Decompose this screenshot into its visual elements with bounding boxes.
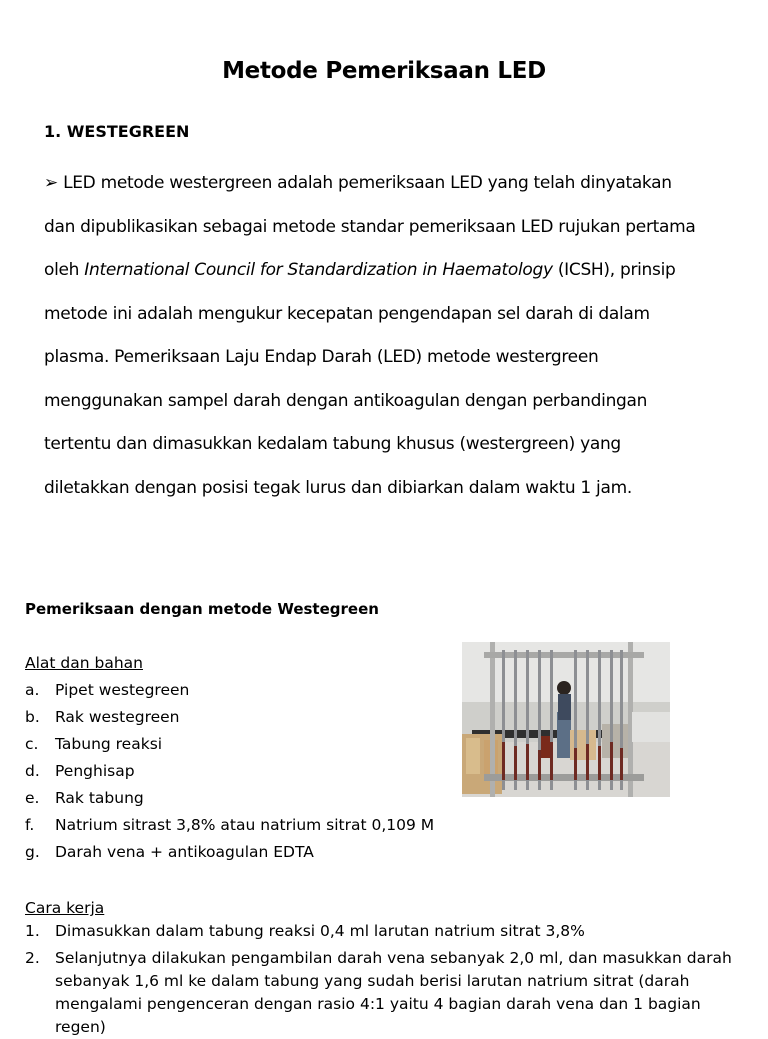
procedure-title: Cara kerja [25,899,105,917]
intro-text-1: LED metode westergreen adalah pemeriksaan LED yang telah dinyatakan [63,173,672,193]
intro-line-4: metode ini adalah mengukur kecepatan pengendapan sel darah di dalam [44,303,650,324]
list-item-text: Tabung reaksi [55,735,163,753]
list-item [25,704,434,731]
westergreen-rack-image [462,642,670,797]
list-item-text: Natrium sitrast 3,8% atau natrium sitrat 0,109 M [55,816,435,834]
page-title: Metode Pemeriksaan LED [222,58,546,84]
intro-line-3 [44,249,734,293]
intro-text-3a: oleh [44,260,85,280]
intro-line-6: menggunakan sampel darah dengan antikoagulan dengan perbandingan [44,390,648,411]
step-text: Dimasukkan dalam tabung reaksi 0,4 ml larutan natrium sitrat 3,8% [55,922,585,940]
intro-text-3b: (ICSH), prinsip [552,260,676,280]
materials-list [25,650,434,866]
step-marker: 1. [25,922,40,940]
list-item [25,947,755,1039]
list-item [25,758,434,785]
list-item-text: Rak tabung [55,789,144,807]
list-item [25,785,434,812]
westergreen-rack-photo [462,642,670,797]
materials-title: Alat dan bahan [25,654,143,672]
list-item-text: Penghisap [55,762,135,780]
list-item [25,677,434,704]
intro-line-5: plasma. Pemeriksaan Laju Endap Darah (LED) metode westergreen [44,347,599,367]
list-marker: f. [25,816,35,834]
list-marker: b. [25,708,40,726]
list-marker: d. [25,762,40,780]
intro-paragraph [44,162,734,510]
list-item [25,920,755,943]
method-subheading: Pemeriksaan dengan metode Westegreen [25,600,379,618]
list-item-text: Darah vena + antikoagulan EDTA [55,843,314,861]
icsh-name: International Council for Standardization in Haematology [84,260,553,280]
intro-line-7: tertentu dan dimasukkan kedalam tabung khusus (westergreen) yang [44,434,621,454]
list-item [25,812,434,839]
list-marker: e. [25,789,40,807]
arrow-bullet-icon: ➢ [44,173,58,193]
list-marker: c. [25,735,39,753]
step-marker: 2. [25,949,40,967]
step-text: Selanjutnya dilakukan pengambilan darah vena sebanyak 2,0 ml, dan masukkan darah sebanyak 1,6 ml ke dalam tabung yang sudah berisi larutan natrium sitrat (darah mengalami pengenceran dengan rasio 4:1 yaitu 4 bagian darah vena dan 1 bagian regen) [55,949,732,1036]
list-item [25,839,434,866]
list-marker: g. [25,843,40,861]
list-marker: a. [25,681,40,699]
list-item-text: Rak westegreen [55,708,180,726]
list-item [25,731,434,758]
section-heading: 1. WESTEGREEN [44,122,190,141]
procedure-list [25,896,755,1039]
list-item-text: Pipet westegreen [55,681,190,699]
intro-line-1 [44,162,734,206]
intro-line-8: diletakkan dengan posisi tegak lurus dan dibiarkan dalam waktu 1 jam. [44,477,632,498]
intro-line-2: dan dipublikasikan sebagai metode standar pemeriksaan LED rujukan pertama [44,216,696,237]
